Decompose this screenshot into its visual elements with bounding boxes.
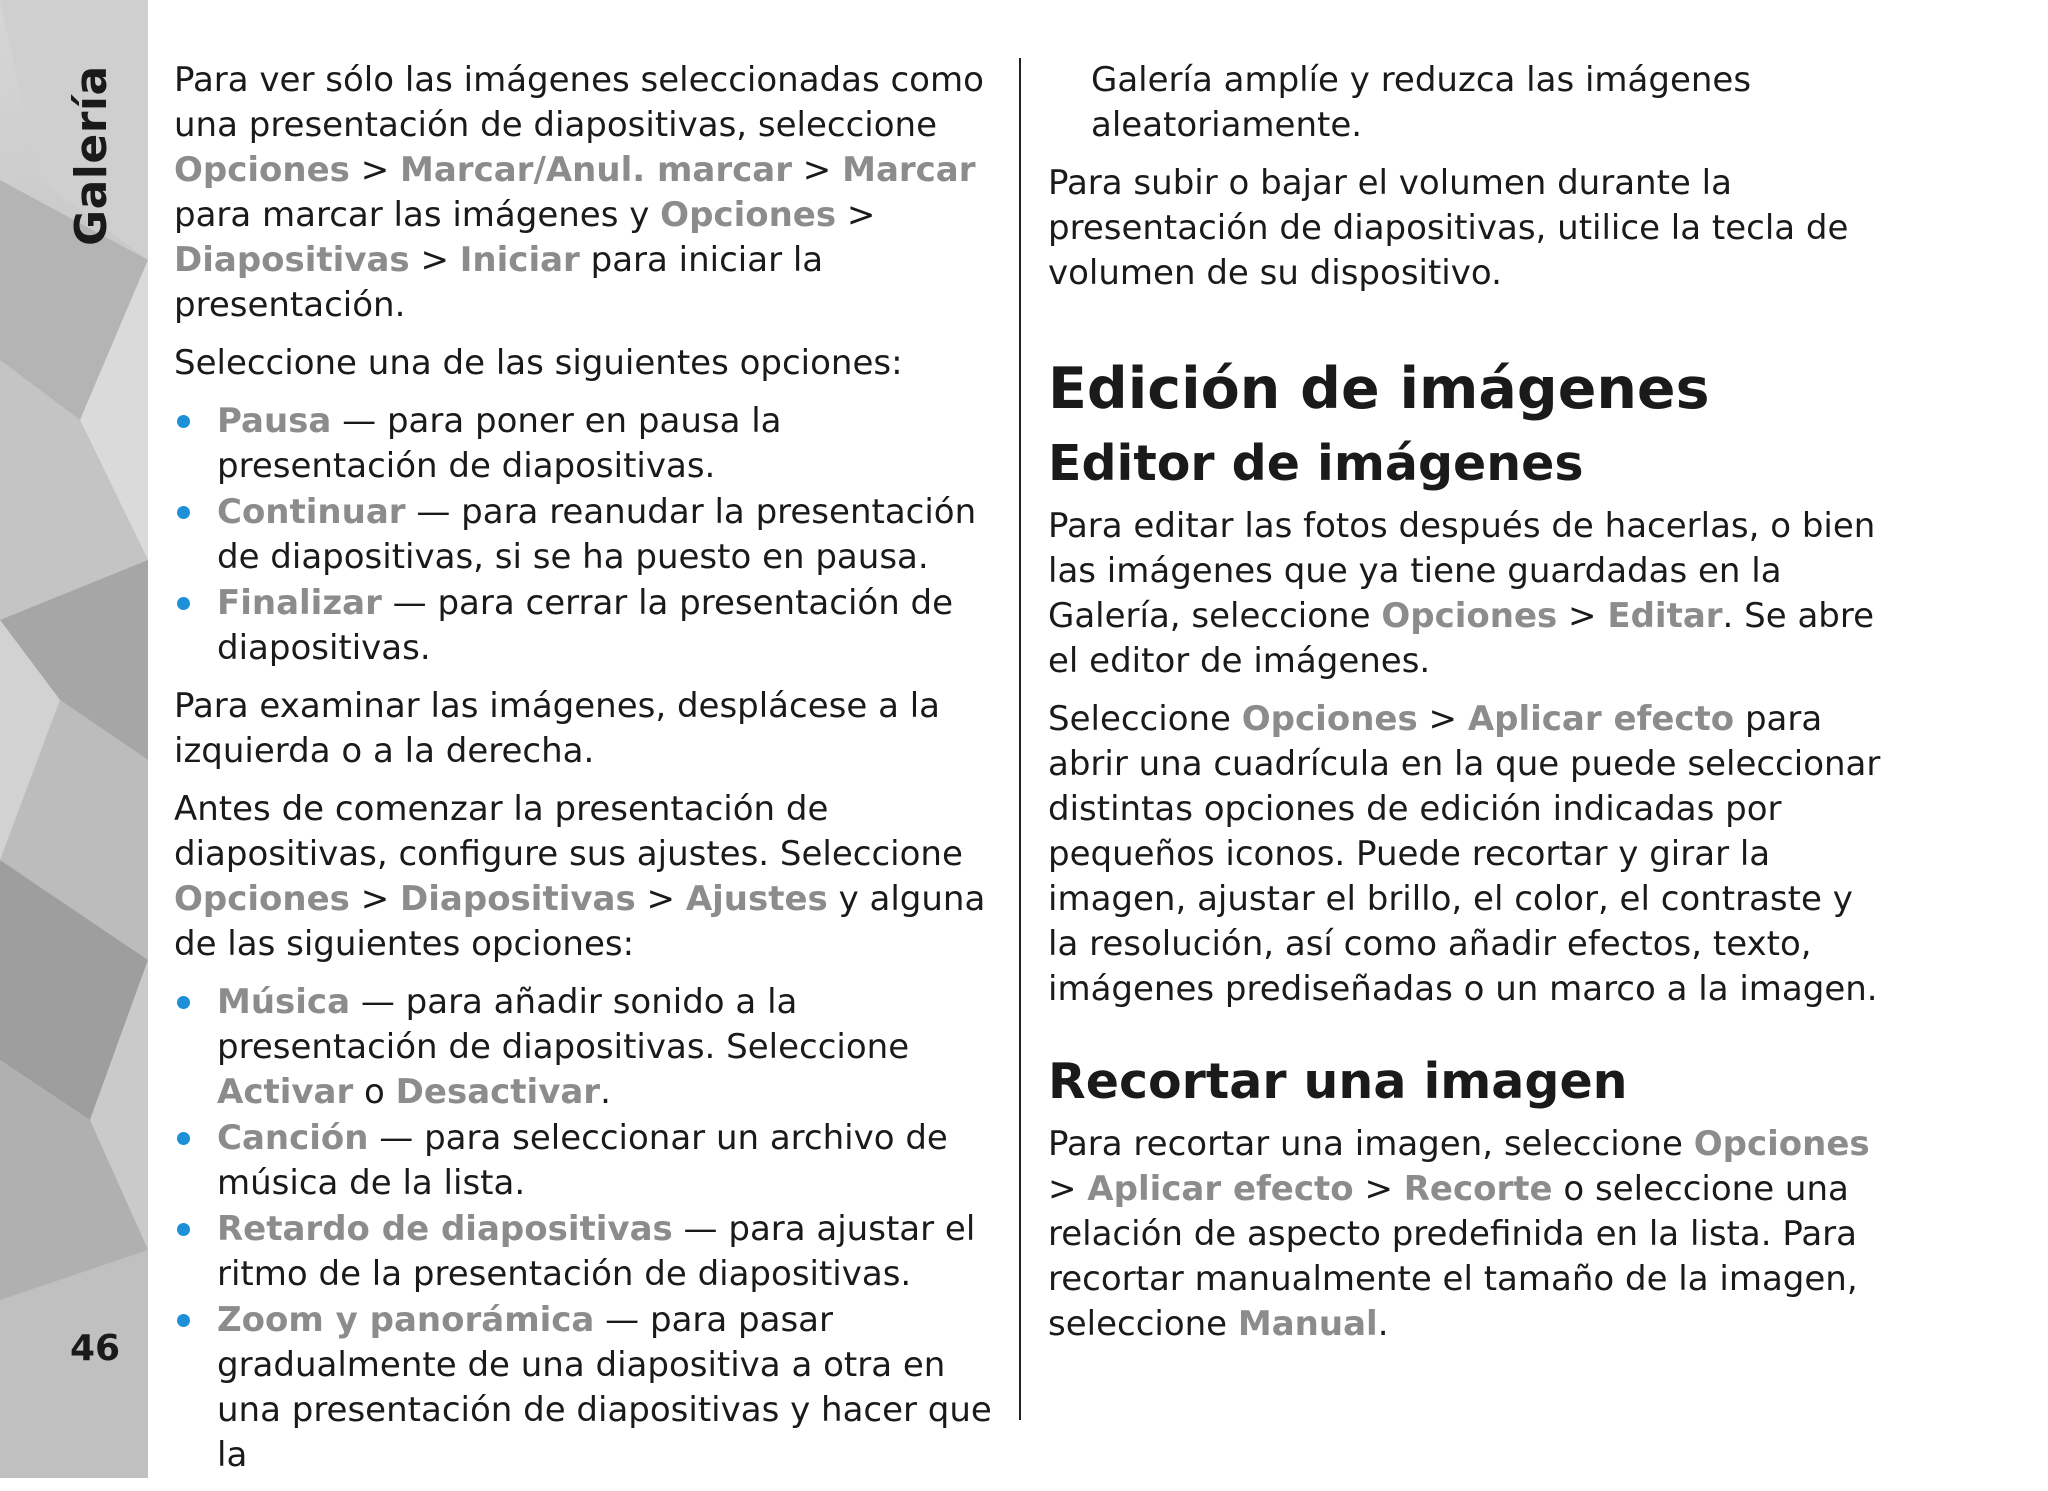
settings-options-list <box>174 980 1004 1478</box>
section-heading: Edición de imágenes <box>1048 356 1710 422</box>
keyword-zoom-y-panoramica: Zoom y panorámica <box>217 1300 595 1340</box>
browse-paragraph: Para examinar las imágenes, desplácese a la izquierda o a la derecha. <box>174 686 940 771</box>
keyword-marcar: Marcar <box>842 150 976 190</box>
sidebar-decoration <box>0 0 148 1478</box>
separator: > <box>349 150 401 190</box>
keyword-finalizar: Finalizar <box>217 583 382 623</box>
keyword-diapositivas: Diapositivas <box>174 240 410 280</box>
separator: > <box>1048 1169 1088 1209</box>
list-item-cancion <box>174 1116 1004 1206</box>
separator: > <box>635 879 686 919</box>
keyword-opciones: Opciones <box>1381 596 1558 636</box>
effect-paragraph <box>1048 697 1888 1012</box>
list-item-retardo <box>174 1207 1004 1297</box>
column-divider <box>1019 58 1021 1420</box>
separator: > <box>349 879 401 919</box>
text: Para editar las fotos después de hacerlas, o bien las imágenes que ya tiene guardadas en la Galería, seleccione <box>1048 506 1876 636</box>
keyword-opciones: Opciones <box>1241 699 1418 739</box>
item-text: — para reanudar la presentación de diapositivas, si se ha puesto en pausa. <box>217 492 977 577</box>
text: Antes de comenzar la presentación de diapositivas, configure sus ajustes. Seleccione <box>174 789 963 874</box>
settings-paragraph <box>174 787 1004 967</box>
keyword-retardo-de-diapositivas: Retardo de diapositivas <box>217 1209 673 1249</box>
list-item-zoom <box>174 1298 1004 1478</box>
keyword-marcar-anul-marcar: Marcar/Anul. marcar <box>400 150 792 190</box>
separator: > <box>1417 699 1468 739</box>
page-number: 46 <box>70 1328 121 1369</box>
separator: > <box>409 240 460 280</box>
text: o seleccione una relación de aspecto predefinida en la lista. Para recortar manualmente el tamaño de la imagen, seleccione <box>1048 1169 1858 1344</box>
slideshow-options-list <box>174 399 1004 671</box>
separator: > <box>1557 596 1608 636</box>
keyword-opciones: Opciones <box>174 150 350 190</box>
text: para marcar las imágenes y <box>174 195 661 235</box>
item-text: o <box>353 1072 396 1112</box>
keyword-editar: Editar <box>1607 596 1723 636</box>
text: Para recortar una imagen, seleccione <box>1048 1124 1694 1164</box>
keyword-continuar: Continuar <box>217 492 406 532</box>
keyword-opciones: Opciones <box>660 195 837 235</box>
item-text: — para seleccionar un archivo de música de la lista. <box>217 1118 948 1203</box>
separator: > <box>792 150 843 190</box>
keyword-iniciar: Iniciar <box>459 240 580 280</box>
chapter-title: Galería <box>66 65 117 246</box>
text: . Se abre el editor de imágenes. <box>1048 596 1875 681</box>
keyword-desactivar: Desactivar <box>395 1072 601 1112</box>
item-text: — para añadir sonido a la presentación de diapositivas. Seleccione <box>217 982 910 1067</box>
subsection-heading-editor: Editor de imágenes <box>1048 435 1584 492</box>
keyword-opciones: Opciones <box>174 879 350 919</box>
text: . <box>1377 1304 1389 1344</box>
crop-paragraph <box>1048 1122 1888 1347</box>
keyword-musica: Música <box>217 982 351 1022</box>
keyword-aplicar-efecto: Aplicar efecto <box>1087 1169 1354 1209</box>
keyword-activar: Activar <box>217 1072 354 1112</box>
volume-paragraph: Para subir o bajar el volumen durante la presentación de diapositivas, utilice la tecla de volumen de su dispositivo. <box>1048 163 1849 293</box>
item-text: — para ajustar el ritmo de la presentación de diapositivas. <box>217 1209 976 1294</box>
item-text: . <box>600 1072 611 1112</box>
text: para abrir una cuadrícula en la que puede seleccionar distintas opciones de edición indicadas por pequeños iconos. Puede recortar y girar la imagen, ajustar el brillo, el color, el contraste y la resolución, así como añadir efectos, texto, imágenes prediseñadas o un marco a la imagen. <box>1048 699 1881 1009</box>
keyword-diapositivas: Diapositivas <box>400 879 636 919</box>
list-item-continuar <box>174 490 1004 580</box>
keyword-pausa: Pausa <box>217 401 332 441</box>
left-column <box>174 58 1004 1491</box>
keyword-ajustes: Ajustes <box>685 879 828 919</box>
text: Seleccione <box>1048 699 1242 739</box>
keyword-opciones: Opciones <box>1693 1124 1870 1164</box>
item-text: — para poner en pausa la presentación de diapositivas. <box>217 401 782 486</box>
list-item-musica <box>174 980 1004 1115</box>
keyword-cancion: Canción <box>217 1118 369 1158</box>
list-item-pausa <box>174 399 1004 489</box>
item-text: — para pasar gradualmente de una diapositiva a otra en una presentación de diapositivas y hacer que la <box>217 1300 992 1475</box>
keyword-recorte: Recorte <box>1403 1169 1553 1209</box>
subsection-heading-crop: Recortar una imagen <box>1048 1053 1628 1110</box>
options-lead-paragraph: Seleccione una de las siguientes opciones: <box>174 343 903 383</box>
slideshow-intro-paragraph <box>174 58 1004 328</box>
keyword-aplicar-efecto: Aplicar efecto <box>1467 699 1735 739</box>
separator: > <box>836 195 876 235</box>
text: y alguna de las siguientes opciones: <box>174 879 986 964</box>
text: para iniciar la presentación. <box>174 240 824 325</box>
list-item-finalizar <box>174 581 1004 671</box>
right-column <box>1048 58 1888 1360</box>
text: Para ver sólo las imágenes seleccionadas como una presentación de diapositivas, seleccione <box>174 60 984 145</box>
keyword-manual: Manual <box>1237 1304 1378 1344</box>
edit-paragraph <box>1048 504 1888 684</box>
item-text: — para cerrar la presentación de diapositivas. <box>217 583 954 668</box>
zoom-continuation: Galería amplíe y reduzca las imágenes aleatoriamente. <box>1091 60 1752 145</box>
separator: > <box>1353 1169 1404 1209</box>
